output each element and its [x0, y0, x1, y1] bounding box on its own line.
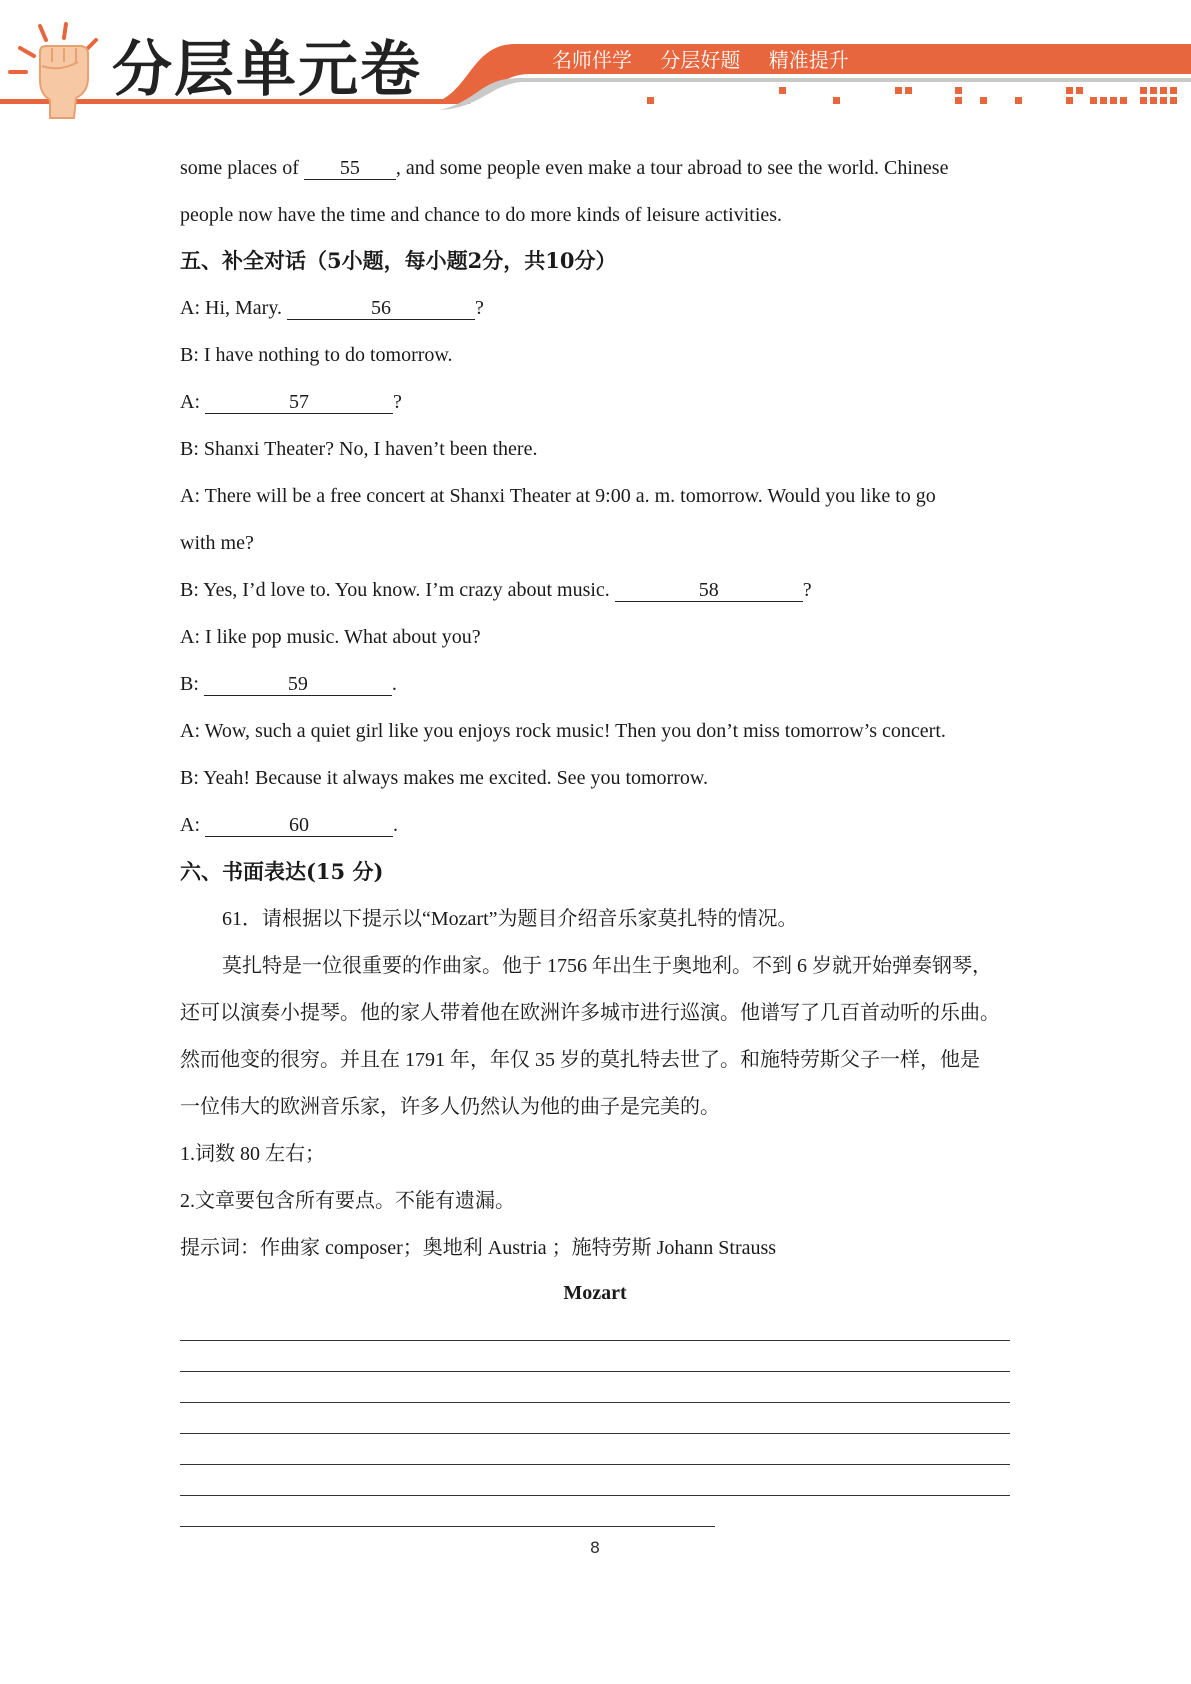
blank-58[interactable]: 58	[615, 579, 803, 602]
requirement-2: 2.文章要包含所有要点。不能有遗漏。	[180, 1190, 515, 1212]
page-number: 8	[589, 1538, 601, 1557]
prompt-paragraph-line: 然而他变的很穷。并且在 1791 年，年仅 35 岁的莫扎特去世了。和施特劳斯父子一样，他是	[180, 1049, 980, 1071]
question-61: 61．请根据以下提示以“Mozart”为题目介绍音乐家莫扎特的情况。	[222, 908, 798, 930]
writing-line[interactable]	[180, 1464, 1010, 1465]
dialogue-line: A: 57 ?	[180, 391, 402, 413]
passage-line-2: people now have the time and chance to do more kinds of leisure activities.	[180, 204, 783, 226]
dialogue-line: A: I like pop music. What about you?	[180, 626, 481, 648]
requirement-1: 1.词数 80 左右；	[180, 1143, 325, 1165]
section6-heading: 六、书面表达(15 分)	[180, 859, 384, 884]
header-slogans	[552, 44, 871, 73]
hint-words: 提示词：作曲家 composer；奥地利 Austria ；施特劳斯 Johann Strauss	[180, 1237, 777, 1259]
slogan-2: 分层好题	[660, 48, 741, 72]
blank-59[interactable]: 59	[204, 673, 392, 696]
dialogue-line: A: There will be a free concert at Shanxi Theater at 9:00 a. m. tomorrow. Would you like to go	[180, 485, 936, 507]
dialogue-line: B: Yes, I’d love to. You know. I’m crazy about music. 58 ?	[180, 579, 812, 601]
writing-line[interactable]	[180, 1402, 1010, 1403]
prompt-paragraph-line: 还可以演奏小提琴。他的家人带着他在欧洲许多城市进行巡演。他谱写了几百首动听的乐曲。	[180, 1002, 1000, 1024]
dialogue-line: A: Hi, Mary. 56 ?	[180, 297, 484, 319]
blank-56[interactable]: 56	[287, 297, 475, 320]
blank-57[interactable]: 57	[205, 391, 393, 414]
slogan-1: 名师伴学	[552, 48, 632, 72]
slogan-3: 精准提升	[768, 48, 849, 72]
dialogue-line: B: I have nothing to do tomorrow.	[180, 344, 453, 366]
writing-line[interactable]	[180, 1433, 1010, 1434]
writing-line[interactable]	[180, 1340, 1010, 1341]
dialogue-line: A: Wow, such a quiet girl like you enjoys rock music! Then you don’t miss tomorrow’s concert.	[180, 720, 946, 742]
dialogue-line: B: 59 .	[180, 673, 397, 695]
blank-60[interactable]: 60	[205, 814, 393, 837]
page-header	[0, 0, 1191, 125]
passage-line-1: some places of 55 , and some people even make a tour abroad to see the world. Chinese	[180, 157, 949, 179]
dialogue-line: with me?	[180, 532, 254, 554]
section5-heading: 五、补全对话（5小题，每小题2分，共10分）	[180, 248, 617, 273]
writing-line[interactable]	[180, 1371, 1010, 1372]
writing-line[interactable]	[180, 1495, 1010, 1496]
dialogue-line: B: Shanxi Theater? No, I haven’t been there.	[180, 438, 538, 460]
essay-title: Mozart	[563, 1282, 627, 1304]
prompt-paragraph-line: 一位伟大的欧洲音乐家，许多人仍然认为他的曲子是完美的。	[180, 1096, 720, 1118]
dialogue-line: B: Yeah! Because it always makes me excited. See you tomorrow.	[180, 767, 709, 789]
prompt-paragraph-line: 莫扎特是一位很重要的作曲家。他于 1756 年出生于奥地利。不到 6 岁就开始弹奏钢琴，	[222, 955, 992, 977]
brand-title: 分层单元卷	[112, 35, 422, 105]
dialogue-line: A: 60 .	[180, 814, 398, 836]
writing-line[interactable]	[180, 1526, 715, 1527]
blank-55[interactable]: 55	[304, 157, 396, 180]
